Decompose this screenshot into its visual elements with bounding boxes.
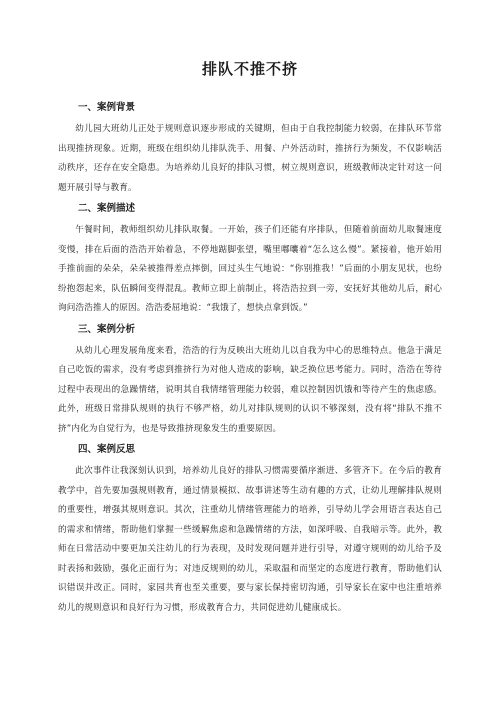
section-reflection: [58, 443, 442, 618]
section-description: [58, 202, 442, 319]
section-heading: 二、案例描述: [78, 203, 136, 214]
section-heading: 四、案例反思: [78, 444, 136, 455]
section-paragraph: 从幼儿心理发展角度来看，浩浩的行为反映出大班幼儿以自我为中心的思维特点。他急于满足自己吃饭的需求，没有考虑到推挤行为对他人造成的影响，缺乏换位思考能力。同时，浩浩在等待过程中表现出的急躁情绪，说明其自我情绪管理能力较弱，难以控制因饥饿和等待产生的焦虑感。此外，班级日常排队规则的执行不够严格，幼儿对排队规则的认识不够深刻，没有将“排队不推不挤”内化为自觉行为，也是导致推挤现象发生的重要原因。: [58, 345, 442, 434]
section-heading: 一、案例背景: [78, 102, 136, 113]
section-analysis: [58, 323, 442, 440]
section-background: [58, 101, 442, 198]
section-heading: 三、案例分析: [78, 323, 136, 335]
document-title: 排队不推不挤: [201, 60, 298, 78]
section-paragraph: 午餐时间，教师组织幼儿排队取餐。一开始，孩子们还能有序排队，但随着前面幼儿取餐速度变慢，排在后面的浩浩开始着急，不停地踮脚张望，嘴里嘟囔着“怎么这么慢”。紧接着，他开始用手推前面的朵朵，朵朵被推得差点摔倒，回过头生气地说：“你别推我！”后面的小朋友见状，也纷纷抱怨起来，队伍瞬间变得混乱。教师立即上前制止，将浩浩拉到一旁，安抚好其他幼儿后，耐心询问浩浩推人的原因。浩浩委屈地说：“我饿了，想快点拿到饭。”: [58, 225, 442, 313]
section-paragraph: 幼儿园大班幼儿正处于规则意识逐步形成的关键期，但由于自我控制能力较弱，在排队环节常出现推挤现象。近期，班级在组织幼儿排队洗手、用餐、户外活动时，推挤行为频发，不仅影响活动秩序，还存在安全隐患。为培养幼儿良好的排队习惯，树立规则意识，班级教师决定针对这一问题开展引导与教育。: [58, 124, 442, 193]
section-paragraph: 此次事件让我深刻认识到，培养幼儿良好的排队习惯需要循序渐进、多管齐下。在今后的教育教学中，首先要加强规则教育，通过情景模拟、故事讲述等生动有趣的方式，让幼儿理解排队规则的重要性，增强其规则意识。其次，注重幼儿情绪管理能力的培养，引导幼儿学会用语言表达自己的需求和情绪，帮助他们掌握一些缓解焦虑和急躁情绪的方法，如深呼吸、自我暗示等。此外，教师在日常活动中要更加关注幼儿的行为表现，及时发现问题并进行引导，对遵守规则的幼儿给予及时表扬和鼓励，强化正面行为；对违反规则的幼儿，采取温和而坚定的态度进行教育，帮助他们认识错误并改正。同时，家园共育也至关重要，要与家长保持密切沟通，引导家长在家中也注重培养幼儿的规则意识和良好行为习惯，形成教育合力，共同促进幼儿健康成长。: [58, 466, 442, 613]
